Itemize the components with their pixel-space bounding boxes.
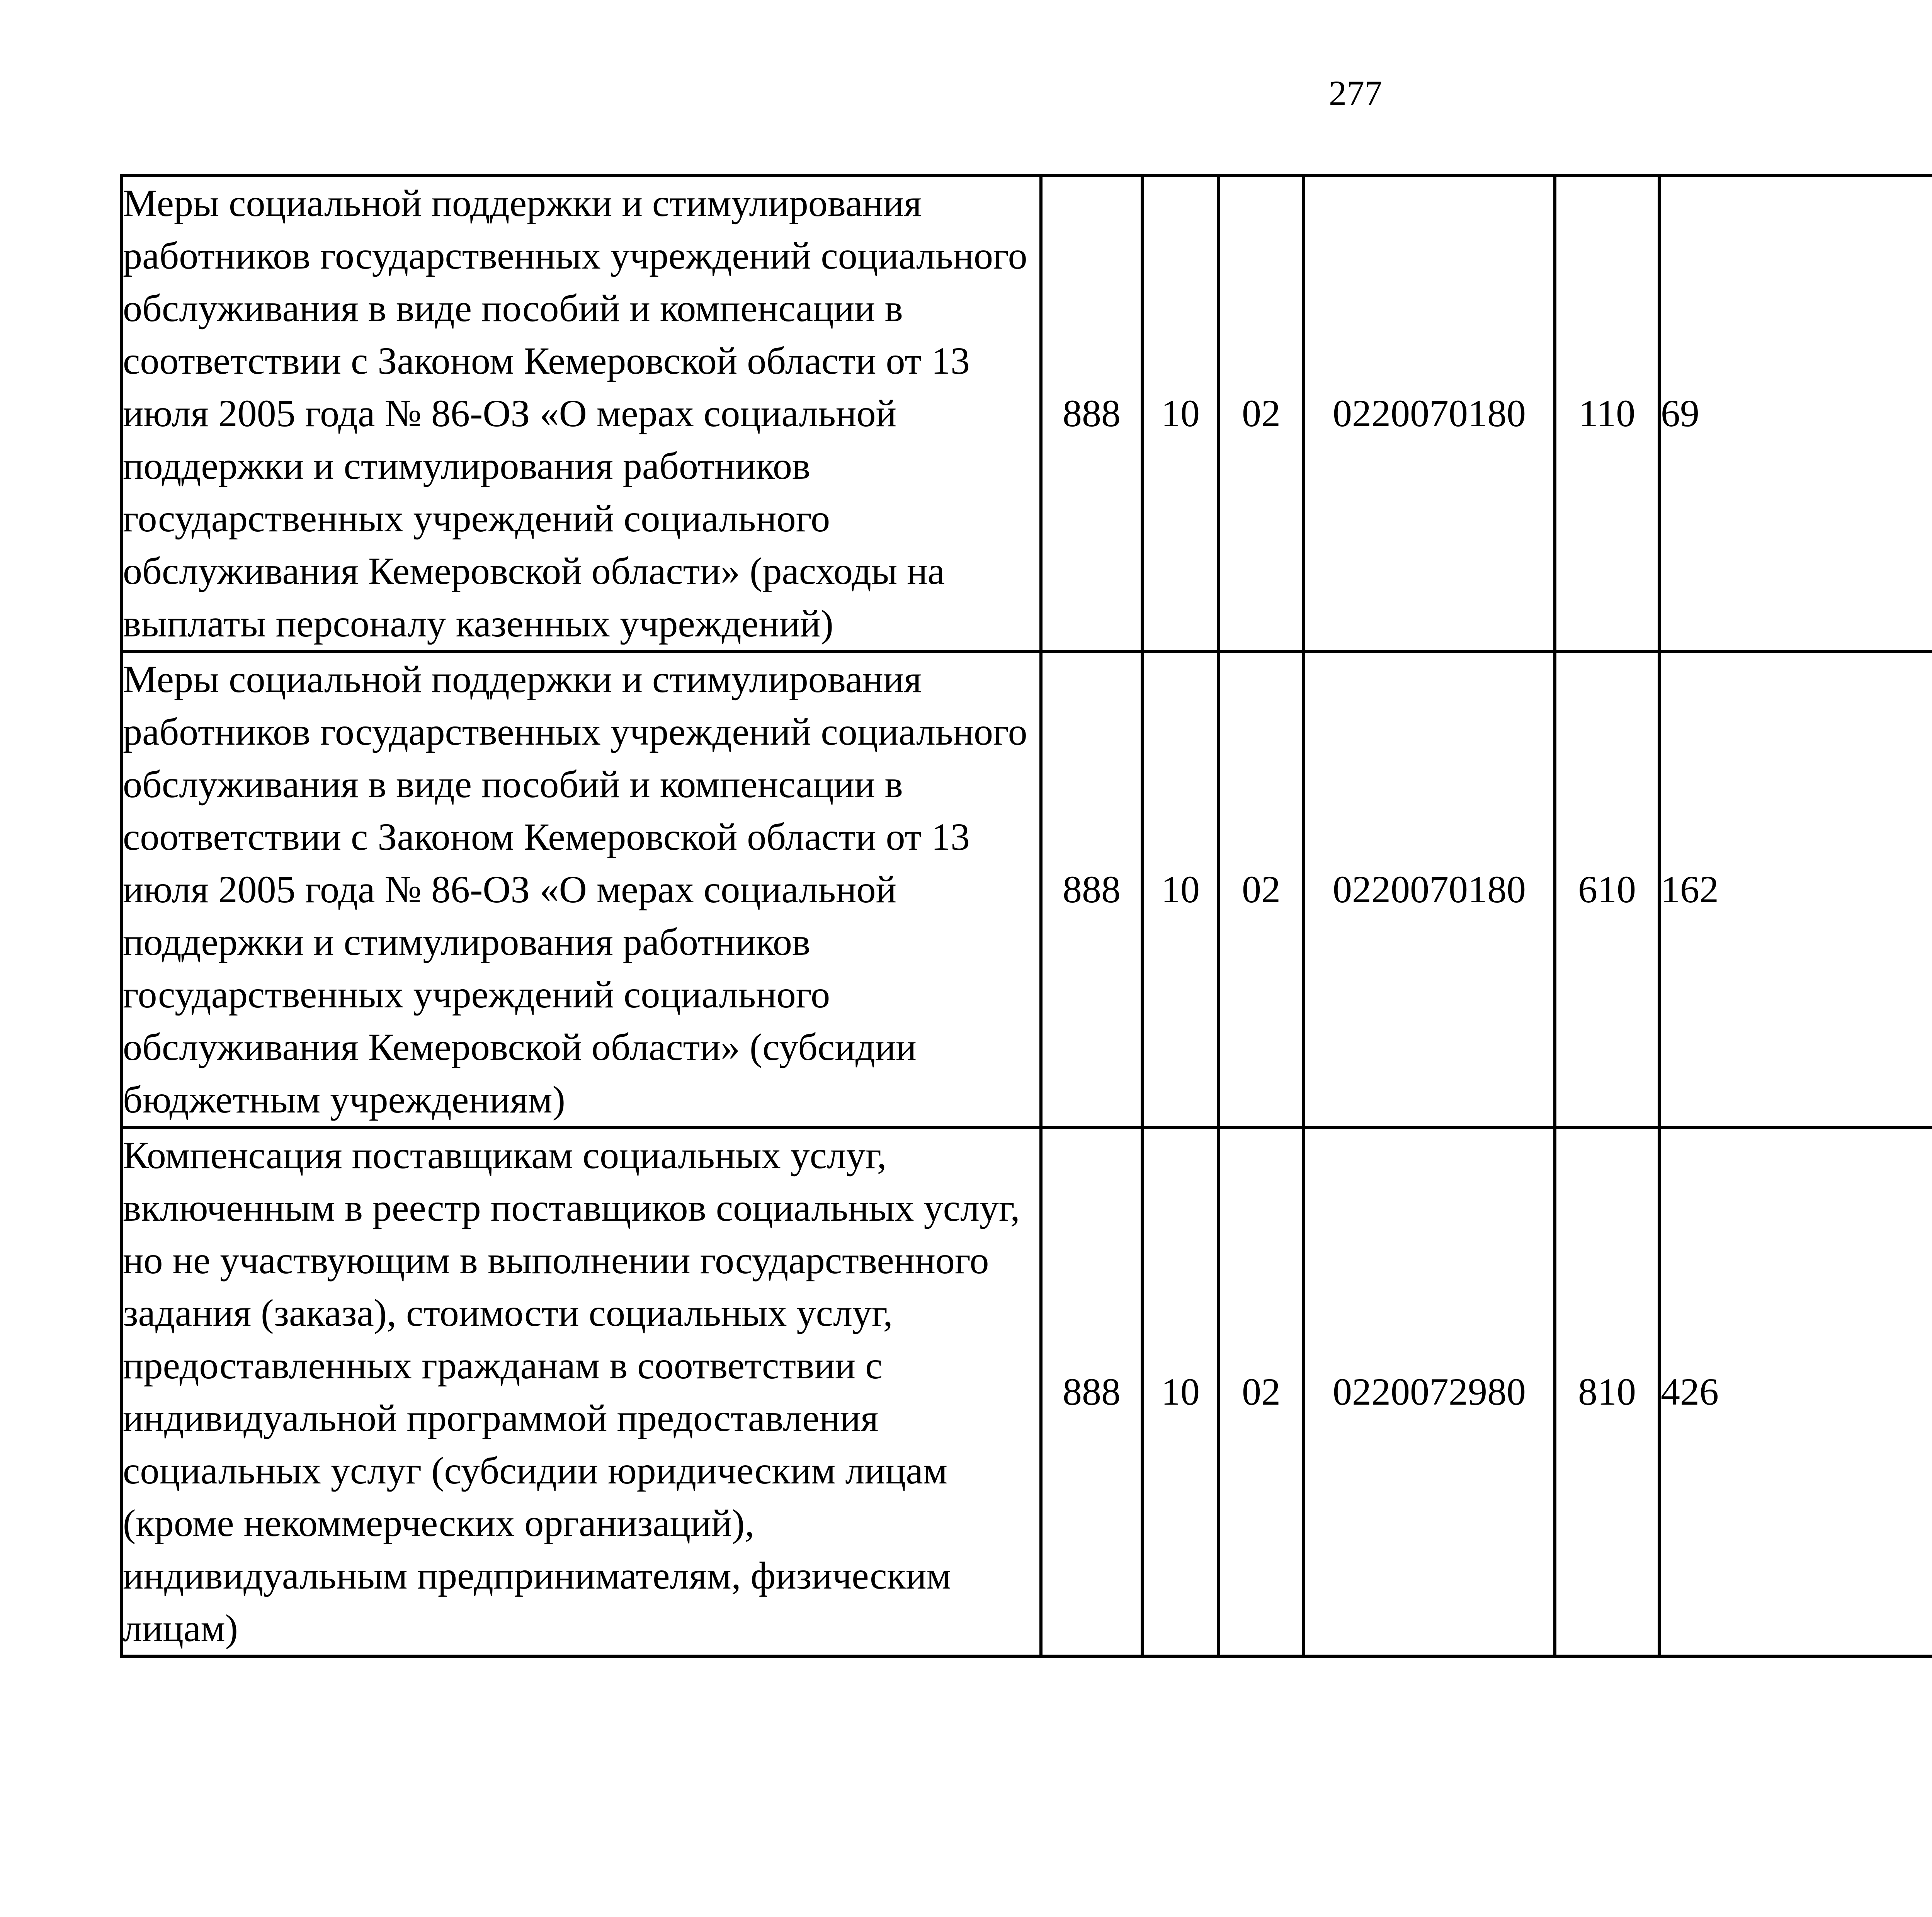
row-description: Меры социальной поддержки и стимулирования работников государственных учреждений социального обслуживания в виде пособий и компенсации в соответствии с Законом Кемеровской области от 13 июля 2005 года № 86-ОЗ «О мерах социальной поддержки и стимулирования работников государственных учреждений социального обслуживания Кемеровской области» (расходы на выплаты персоналу казенных учреждений) bbox=[121, 175, 1041, 651]
ministry-code: 888 bbox=[1041, 175, 1142, 651]
ministry-code: 888 bbox=[1041, 651, 1142, 1128]
ministry-code: 888 bbox=[1041, 1128, 1142, 1656]
target-article-code: 0220072980 bbox=[1304, 1128, 1555, 1656]
target-article-code: 0220070180 bbox=[1304, 175, 1555, 651]
section-code: 10 bbox=[1142, 1128, 1219, 1656]
expense-type-code: 610 bbox=[1555, 651, 1659, 1128]
row-description: Компенсация поставщикам социальных услуг, включенным в реестр поставщиков социальных услуг, но не участвующим в выполнении государственного задания (заказа), стоимости социальных услуг, предоставленных гражданам в соответствии с индивидуальной программой предоставления социальных услуг (субсидии юридическим лицам (кроме некоммерческих организаций), индивидуальным предпринимателям, физическим лицам) bbox=[121, 1128, 1041, 1656]
table-row bbox=[121, 175, 1932, 651]
section-code: 10 bbox=[1142, 651, 1219, 1128]
target-article-code: 0220070180 bbox=[1304, 651, 1555, 1128]
subsection-code: 02 bbox=[1219, 175, 1304, 651]
section-code: 10 bbox=[1142, 175, 1219, 651]
subsection-code: 02 bbox=[1219, 1128, 1304, 1656]
budget-table bbox=[120, 174, 1932, 1658]
amount-year-1: 69 bbox=[1659, 175, 1932, 651]
amount-year-1: 162 bbox=[1659, 651, 1932, 1128]
row-description: Меры социальной поддержки и стимулирования работников государственных учреждений социального обслуживания в виде пособий и компенсации в соответствии с Законом Кемеровской области от 13 июля 2005 года № 86-ОЗ «О мерах социальной поддержки и стимулирования работников государственных учреждений социального обслуживания Кемеровской области» (субсидии бюджетным учреждениям) bbox=[121, 651, 1041, 1128]
subsection-code: 02 bbox=[1219, 651, 1304, 1128]
expense-type-code: 110 bbox=[1555, 175, 1659, 651]
table-row bbox=[121, 1128, 1932, 1656]
page-number: 277 bbox=[1329, 73, 1382, 113]
expense-type-code: 810 bbox=[1555, 1128, 1659, 1656]
amount-year-1: 426 bbox=[1659, 1128, 1932, 1656]
table-row bbox=[121, 651, 1932, 1128]
